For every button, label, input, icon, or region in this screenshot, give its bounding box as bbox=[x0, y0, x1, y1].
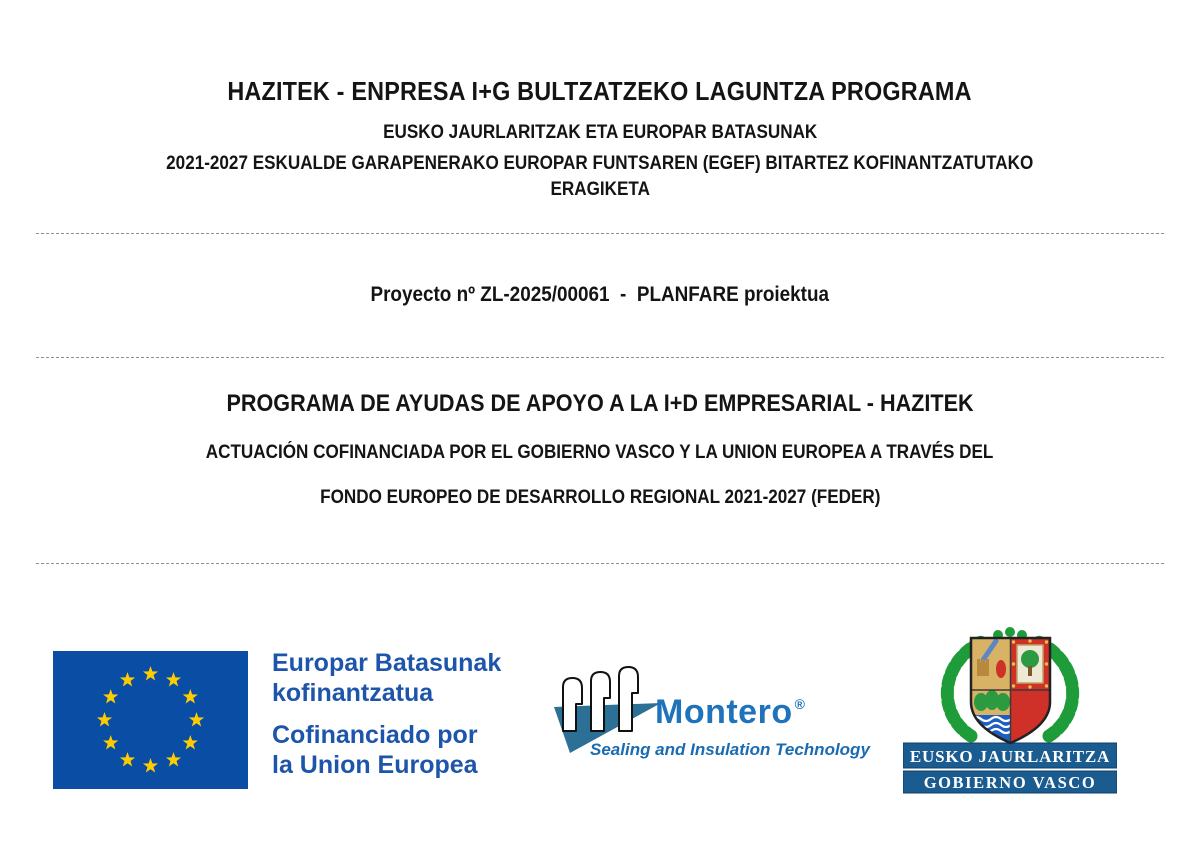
document-subtitle: EUSKO JAURLARITZAK ETA EUROPAR BATASUNAK bbox=[382, 122, 818, 143]
oak-tree-icon bbox=[1021, 650, 1039, 668]
program-title: PROGRAMA DE AYUDAS DE APOYO A LA I+D EMPRESARIAL - HAZITEK bbox=[226, 390, 974, 417]
eu-flag-icon bbox=[53, 651, 248, 789]
eu-text-line2: kofinantzatua bbox=[272, 679, 434, 707]
eu-text-line4: la Union Europea bbox=[272, 751, 478, 779]
program-detail-1: ACTUACIÓN COFINANCIADA POR EL GOBIERNO VASCO Y LA UNION EUROPEA A TRAVÉS DEL bbox=[206, 442, 994, 463]
montero-wordmark: Montero ® bbox=[655, 693, 806, 731]
dashed-divider bbox=[36, 357, 1164, 358]
montero-tagline: Sealing and Insulation Technology bbox=[590, 740, 870, 759]
basque-banners bbox=[903, 743, 1117, 793]
basque-government-logo bbox=[903, 622, 1117, 797]
document-title bbox=[0, 76, 1200, 107]
eu-text-line1: Europar Batasunak bbox=[272, 649, 502, 677]
basque-banner-line1: EUSKO JAURLARITZA bbox=[909, 747, 1111, 766]
eu-text-line3: Cofinanciado por bbox=[272, 721, 478, 749]
eu-cofunded-text bbox=[272, 648, 501, 780]
registered-trademark-icon: ® bbox=[794, 696, 806, 712]
montero-logo bbox=[543, 663, 870, 765]
cofinance-line-1: 2021-2027 ESKUALDE GARAPENERAKO EUROPAR FUNTSAREN (EGEF) BITARTEZ KOFINANTZATUTAKO bbox=[166, 153, 1034, 174]
basque-banner-line2: GOBIERNO VASCO bbox=[923, 773, 1097, 792]
dashed-divider bbox=[36, 233, 1164, 234]
castle-icon bbox=[977, 662, 989, 676]
project-line: Proyecto nº ZL-2025/00061 - PLANFARE proiektua bbox=[370, 283, 830, 306]
lion-icon bbox=[996, 660, 1006, 678]
cofinance-line-2: ERAGIKETA bbox=[550, 179, 650, 200]
dashed-divider bbox=[36, 563, 1164, 564]
program-detail-2: FONDO EUROPEO DE DESARROLLO REGIONAL 2021-2027 (FEDER) bbox=[319, 487, 881, 508]
document-title-text: HAZITEK - ENPRESA I+G BULTZATZEKO LAGUNTZA PROGRAMA bbox=[227, 76, 973, 106]
